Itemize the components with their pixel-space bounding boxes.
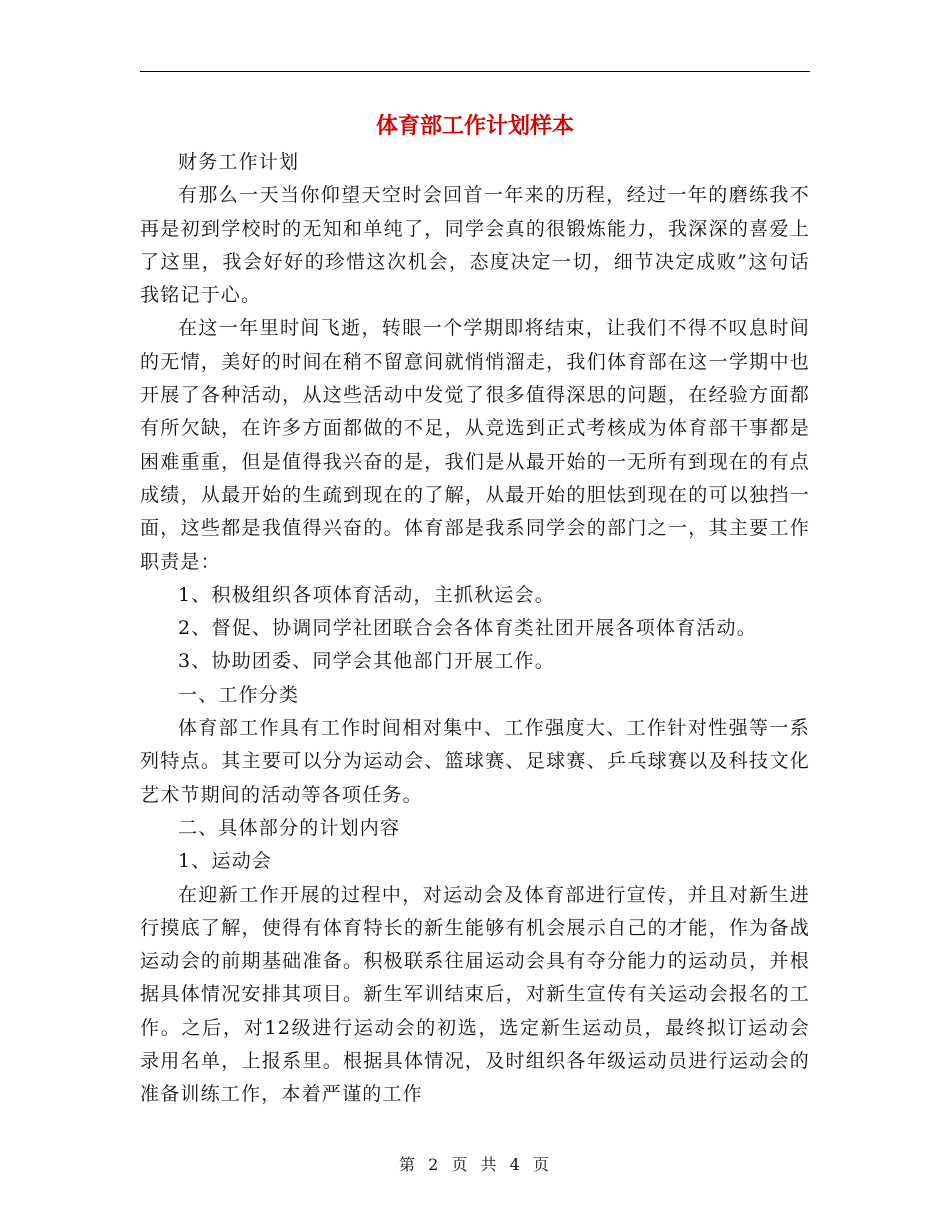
section-heading: 二、具体部分的计划内容 [178,816,401,839]
footer-prefix: 第 [399,1155,418,1174]
paragraph: 在这一年里时间飞逝，转眼一个学期即将结束，让我们不得不叹息时间的无情，美好的时间在稍不留意间就悄悄溜走，我们体育部在这一学期中也开展了各种活动，从这些活动中发觉了很多值得深思的问题，在经验方面都有所欠缺，在许多方面都做的不足，从竞选到正式考核成为体育部干事都是困难重重，但是值得我兴奋的是，我们是从最开始的一无所有到现在的有点成绩，从最开始的生疏到现在的了解，从最开始的胆怯到现在的可以独挡一面，这些都是我值得兴奋的。体育部是我系同学会的部门之一，其主要工作职责是： [140,317,810,573]
document-body [140,146,810,1112]
paragraph: 在迎新工作开展的过程中，对运动会及体育部进行宣传，并且对新生进行摸底了解，使得有体育特长的新生能够有机会展示自己的才能，作为备战运动会的前期基础准备。积极联系往届运动会具有夺分能力的运动员，并根据具体情况安排其项目。新生军训结束后，对新生宣传有关运动会报名的工作。之后，对12级进行运动会的初选，选定新生运动员，最终拟订运动会录用名单，上报系里。根据具体情况，及时组织各年级运动员进行运动会的准备训练工作，本着严谨的工作 [140,883,810,1106]
paragraph: 体育部工作具有工作时间相对集中、工作强度大、工作针对性强等一系列特点。其主要可以分为运动会、篮球赛、足球赛、乒乓球赛以及科技文化艺术节期间的活动等各项任务。 [140,717,810,806]
paragraph: 有那么一天当你仰望天空时会回首一年来的历程，经过一年的磨练我不再是初到学校时的无知和单纯了，同学会真的很锻炼能力，我深深的喜爱上了这里，我会好好的珍惜这次机会，态度决定一切，细节决定成败”这句话我铭记于心。 [140,184,810,307]
subsection-heading: 1、运动会 [178,850,273,873]
footer-total-word: 共 [480,1155,499,1174]
section-heading: 一、工作分类 [178,683,300,706]
page-footer [0,1152,950,1175]
paragraph: 2、督促、协调同学社团联合会各体育类社团开展各项体育活动。 [178,617,757,640]
paragraph: 3、协助团委、同学会其他部门开展工作。 [178,650,555,673]
paragraph: 1、积极组织各项体育活动，主抓秋运会。 [178,583,555,606]
paragraph: 财务工作计划 [178,151,300,173]
document-title: 体育部工作计划样本 [375,113,574,139]
total-page-count: 4 [509,1155,522,1174]
footer-page-word: 页 [451,1155,470,1174]
footer-suffix: 页 [532,1155,551,1174]
header-rule [140,71,810,72]
current-page-number: 2 [428,1155,441,1174]
